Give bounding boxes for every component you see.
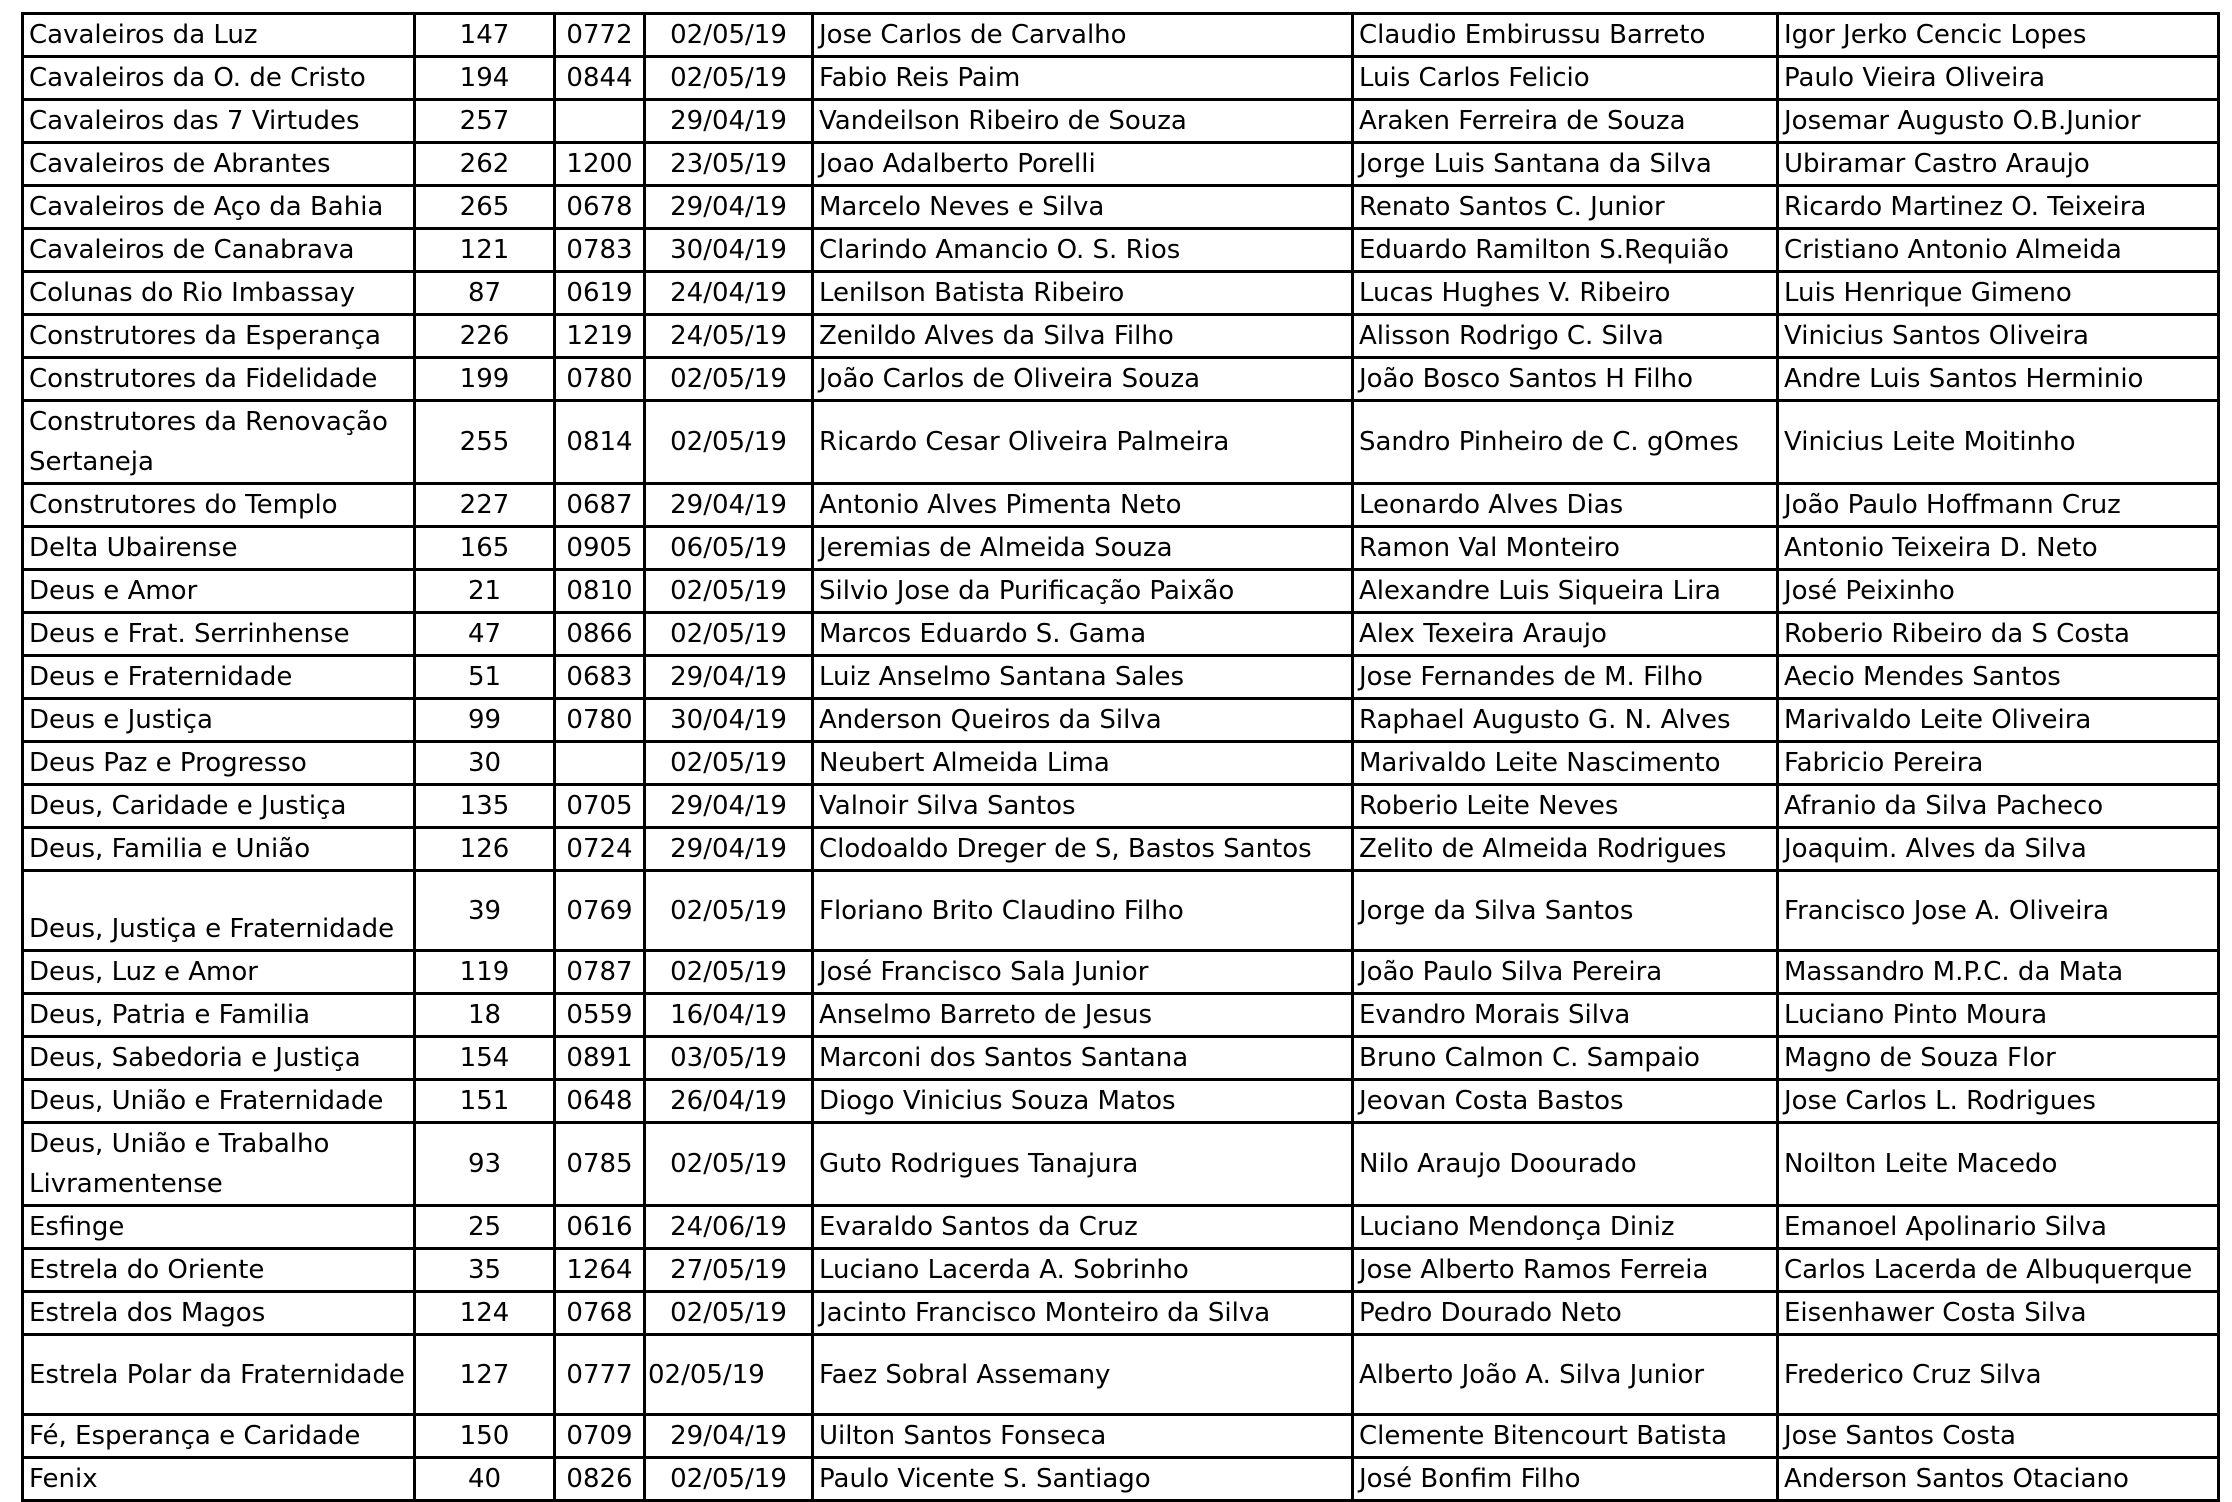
lodge-number-cell: 51 bbox=[415, 656, 555, 699]
lodge-name-cell: Estrela Polar da Fraternidade bbox=[23, 1335, 415, 1415]
table-body bbox=[23, 14, 2219, 1501]
code-cell: 0769 bbox=[555, 871, 645, 951]
code-cell: 0844 bbox=[555, 57, 645, 100]
lodge-name-cell: Deus e Amor bbox=[23, 570, 415, 613]
date-cell: 03/05/19 bbox=[645, 1037, 813, 1080]
lodge-name-cell: Deus, Caridade e Justiça bbox=[23, 785, 415, 828]
lodge-name-cell: Cavaleiros da O. de Cristo bbox=[23, 57, 415, 100]
lodge-number-cell: 135 bbox=[415, 785, 555, 828]
table-row bbox=[23, 143, 2219, 186]
member-2-cell: Zelito de Almeida Rodrigues bbox=[1353, 828, 1778, 871]
member-3-cell: Fabricio Pereira bbox=[1778, 742, 2219, 785]
date-cell: 23/05/19 bbox=[645, 143, 813, 186]
lodge-name-cell: Estrela do Oriente bbox=[23, 1249, 415, 1292]
member-3-cell: Paulo Vieira Oliveira bbox=[1778, 57, 2219, 100]
table-row bbox=[23, 570, 2219, 613]
lodge-number-cell: 194 bbox=[415, 57, 555, 100]
member-3-cell: Eisenhawer Costa Silva bbox=[1778, 1292, 2219, 1335]
member-3-cell: Jose Santos Costa bbox=[1778, 1415, 2219, 1458]
lodge-name-cell: Fenix bbox=[23, 1458, 415, 1501]
member-3-cell: Noilton Leite Macedo bbox=[1778, 1123, 2219, 1206]
code-cell: 1200 bbox=[555, 143, 645, 186]
member-2-cell: Jose Fernandes de M. Filho bbox=[1353, 656, 1778, 699]
lodge-number-cell: 127 bbox=[415, 1335, 555, 1415]
member-1-cell: Luciano Lacerda A. Sobrinho bbox=[813, 1249, 1353, 1292]
lodge-name-cell: Deus e Frat. Serrinhense bbox=[23, 613, 415, 656]
member-2-cell: Jorge da Silva Santos bbox=[1353, 871, 1778, 951]
date-cell: 02/05/19 bbox=[645, 742, 813, 785]
member-1-cell: Valnoir Silva Santos bbox=[813, 785, 1353, 828]
date-cell: 26/04/19 bbox=[645, 1080, 813, 1123]
date-cell: 29/04/19 bbox=[645, 656, 813, 699]
lodge-number-cell: 21 bbox=[415, 570, 555, 613]
lodge-name-cell: Cavaleiros das 7 Virtudes bbox=[23, 100, 415, 143]
code-cell: 0810 bbox=[555, 570, 645, 613]
code-cell: 1219 bbox=[555, 315, 645, 358]
lodge-number-cell: 87 bbox=[415, 272, 555, 315]
member-2-cell: Sandro Pinheiro de C. gOmes bbox=[1353, 401, 1778, 484]
lodge-number-cell: 255 bbox=[415, 401, 555, 484]
member-2-cell: Ramon Val Monteiro bbox=[1353, 527, 1778, 570]
lodge-number-cell: 265 bbox=[415, 186, 555, 229]
member-1-cell: João Carlos de Oliveira Souza bbox=[813, 358, 1353, 401]
member-3-cell: Igor Jerko Cencic Lopes bbox=[1778, 14, 2219, 57]
table-row bbox=[23, 527, 2219, 570]
date-cell: 02/05/19 bbox=[645, 871, 813, 951]
member-1-cell: Evaraldo Santos da Cruz bbox=[813, 1206, 1353, 1249]
lodge-name-cell: Deus, Familia e União bbox=[23, 828, 415, 871]
member-1-cell: Vandeilson Ribeiro de Souza bbox=[813, 100, 1353, 143]
member-1-cell: Silvio Jose da Purificação Paixão bbox=[813, 570, 1353, 613]
table-row bbox=[23, 484, 2219, 527]
date-cell: 02/05/19 bbox=[645, 14, 813, 57]
member-2-cell: Jeovan Costa Bastos bbox=[1353, 1080, 1778, 1123]
lodge-name-cell: Estrela dos Magos bbox=[23, 1292, 415, 1335]
lodge-name-cell: Deus, Luz e Amor bbox=[23, 951, 415, 994]
code-cell: 0772 bbox=[555, 14, 645, 57]
member-3-cell: Magno de Souza Flor bbox=[1778, 1037, 2219, 1080]
table-row bbox=[23, 186, 2219, 229]
code-cell: 0768 bbox=[555, 1292, 645, 1335]
code-cell: 0616 bbox=[555, 1206, 645, 1249]
lodge-name-cell: Cavaleiros de Canabrava bbox=[23, 229, 415, 272]
date-cell: 24/04/19 bbox=[645, 272, 813, 315]
lodge-number-cell: 262 bbox=[415, 143, 555, 186]
member-1-cell: Marcos Eduardo S. Gama bbox=[813, 613, 1353, 656]
code-cell: 0777 bbox=[555, 1335, 645, 1415]
lodge-number-cell: 47 bbox=[415, 613, 555, 656]
member-2-cell: Leonardo Alves Dias bbox=[1353, 484, 1778, 527]
code-cell: 1264 bbox=[555, 1249, 645, 1292]
member-3-cell: Luis Henrique Gimeno bbox=[1778, 272, 2219, 315]
member-2-cell: João Paulo Silva Pereira bbox=[1353, 951, 1778, 994]
member-1-cell: Marcelo Neves e Silva bbox=[813, 186, 1353, 229]
date-cell: 29/04/19 bbox=[645, 484, 813, 527]
code-cell bbox=[555, 100, 645, 143]
code-cell: 0780 bbox=[555, 358, 645, 401]
date-cell: 06/05/19 bbox=[645, 527, 813, 570]
table-row bbox=[23, 742, 2219, 785]
member-3-cell: Emanoel Apolinario Silva bbox=[1778, 1206, 2219, 1249]
member-3-cell: Roberio Ribeiro da S Costa bbox=[1778, 613, 2219, 656]
date-cell: 02/05/19 bbox=[645, 1335, 813, 1415]
lodge-number-cell: 124 bbox=[415, 1292, 555, 1335]
date-cell: 02/05/19 bbox=[645, 1458, 813, 1501]
member-2-cell: Roberio Leite Neves bbox=[1353, 785, 1778, 828]
member-2-cell: Alberto João A. Silva Junior bbox=[1353, 1335, 1778, 1415]
member-1-cell: Joao Adalberto Porelli bbox=[813, 143, 1353, 186]
lodge-name-cell: Deus, Justiça e Fraternidade bbox=[23, 871, 415, 951]
member-1-cell: Luiz Anselmo Santana Sales bbox=[813, 656, 1353, 699]
lodge-number-cell: 257 bbox=[415, 100, 555, 143]
table-row bbox=[23, 57, 2219, 100]
table-row bbox=[23, 785, 2219, 828]
code-cell: 0814 bbox=[555, 401, 645, 484]
table-row bbox=[23, 951, 2219, 994]
lodge-name-cell: Deus, União e Fraternidade bbox=[23, 1080, 415, 1123]
table-row bbox=[23, 994, 2219, 1037]
date-cell: 29/04/19 bbox=[645, 100, 813, 143]
member-2-cell: João Bosco Santos H Filho bbox=[1353, 358, 1778, 401]
date-cell: 30/04/19 bbox=[645, 699, 813, 742]
date-cell: 02/05/19 bbox=[645, 951, 813, 994]
code-cell: 0648 bbox=[555, 1080, 645, 1123]
lodge-name-cell: Cavaleiros de Aço da Bahia bbox=[23, 186, 415, 229]
date-cell: 30/04/19 bbox=[645, 229, 813, 272]
lodge-number-cell: 227 bbox=[415, 484, 555, 527]
table-row bbox=[23, 871, 2219, 951]
member-2-cell: Luciano Mendonça Diniz bbox=[1353, 1206, 1778, 1249]
date-cell: 29/04/19 bbox=[645, 828, 813, 871]
lodge-number-cell: 25 bbox=[415, 1206, 555, 1249]
code-cell: 0683 bbox=[555, 656, 645, 699]
lodge-name-cell: Colunas do Rio Imbassay bbox=[23, 272, 415, 315]
lodge-number-cell: 199 bbox=[415, 358, 555, 401]
table-row bbox=[23, 828, 2219, 871]
table-row bbox=[23, 656, 2219, 699]
date-cell: 24/06/19 bbox=[645, 1206, 813, 1249]
member-2-cell: Marivaldo Leite Nascimento bbox=[1353, 742, 1778, 785]
member-3-cell: Andre Luis Santos Herminio bbox=[1778, 358, 2219, 401]
table-row bbox=[23, 272, 2219, 315]
lodge-number-cell: 226 bbox=[415, 315, 555, 358]
member-1-cell: Jacinto Francisco Monteiro da Silva bbox=[813, 1292, 1353, 1335]
member-1-cell: Lenilson Batista Ribeiro bbox=[813, 272, 1353, 315]
code-cell bbox=[555, 742, 645, 785]
member-1-cell: Clarindo Amancio O. S. Rios bbox=[813, 229, 1353, 272]
lodge-number-cell: 121 bbox=[415, 229, 555, 272]
member-2-cell: Alexandre Luis Siqueira Lira bbox=[1353, 570, 1778, 613]
member-2-cell: Clemente Bitencourt Batista bbox=[1353, 1415, 1778, 1458]
code-cell: 0866 bbox=[555, 613, 645, 656]
member-3-cell: Francisco Jose A. Oliveira bbox=[1778, 871, 2219, 951]
member-1-cell: Ricardo Cesar Oliveira Palmeira bbox=[813, 401, 1353, 484]
member-3-cell: Ricardo Martinez O. Teixeira bbox=[1778, 186, 2219, 229]
table-row bbox=[23, 1292, 2219, 1335]
member-2-cell: Eduardo Ramilton S.Requião bbox=[1353, 229, 1778, 272]
member-3-cell: João Paulo Hoffmann Cruz bbox=[1778, 484, 2219, 527]
table-row bbox=[23, 1080, 2219, 1123]
lodge-name-cell: Construtores da Esperança bbox=[23, 315, 415, 358]
member-1-cell: Floriano Brito Claudino Filho bbox=[813, 871, 1353, 951]
member-2-cell: Jose Alberto Ramos Ferreia bbox=[1353, 1249, 1778, 1292]
code-cell: 0787 bbox=[555, 951, 645, 994]
table-row bbox=[23, 229, 2219, 272]
date-cell: 27/05/19 bbox=[645, 1249, 813, 1292]
table-row bbox=[23, 1123, 2219, 1206]
date-cell: 02/05/19 bbox=[645, 401, 813, 484]
member-1-cell: Fabio Reis Paim bbox=[813, 57, 1353, 100]
table-row bbox=[23, 401, 2219, 484]
lodge-name-cell: Cavaleiros de Abrantes bbox=[23, 143, 415, 186]
member-1-cell: Jose Carlos de Carvalho bbox=[813, 14, 1353, 57]
date-cell: 02/05/19 bbox=[645, 570, 813, 613]
member-3-cell: José Peixinho bbox=[1778, 570, 2219, 613]
lodge-name-cell: Fé, Esperança e Caridade bbox=[23, 1415, 415, 1458]
lodge-name-cell: Deus, Sabedoria e Justiça bbox=[23, 1037, 415, 1080]
code-cell: 0724 bbox=[555, 828, 645, 871]
member-1-cell: Marconi dos Santos Santana bbox=[813, 1037, 1353, 1080]
table-row bbox=[23, 1249, 2219, 1292]
lodge-number-cell: 93 bbox=[415, 1123, 555, 1206]
lodge-name-cell: Deus, União e Trabalho Livramentense bbox=[23, 1123, 415, 1206]
member-2-cell: Jorge Luis Santana da Silva bbox=[1353, 143, 1778, 186]
member-2-cell: Luis Carlos Felicio bbox=[1353, 57, 1778, 100]
date-cell: 16/04/19 bbox=[645, 994, 813, 1037]
member-3-cell: Vinicius Santos Oliveira bbox=[1778, 315, 2219, 358]
member-2-cell: Evandro Morais Silva bbox=[1353, 994, 1778, 1037]
member-1-cell: Anderson Queiros da Silva bbox=[813, 699, 1353, 742]
member-3-cell: Carlos Lacerda de Albuquerque bbox=[1778, 1249, 2219, 1292]
member-1-cell: Clodoaldo Dreger de S, Bastos Santos bbox=[813, 828, 1353, 871]
member-1-cell: Diogo Vinicius Souza Matos bbox=[813, 1080, 1353, 1123]
member-1-cell: Uilton Santos Fonseca bbox=[813, 1415, 1353, 1458]
date-cell: 29/04/19 bbox=[645, 785, 813, 828]
code-cell: 0559 bbox=[555, 994, 645, 1037]
lodge-number-cell: 147 bbox=[415, 14, 555, 57]
lodge-number-cell: 154 bbox=[415, 1037, 555, 1080]
member-3-cell: Frederico Cruz Silva bbox=[1778, 1335, 2219, 1415]
lodge-name-cell: Construtores da Renovação Sertaneja bbox=[23, 401, 415, 484]
lodge-name-cell: Deus Paz e Progresso bbox=[23, 742, 415, 785]
lodge-number-cell: 18 bbox=[415, 994, 555, 1037]
member-2-cell: Nilo Araujo Doourado bbox=[1353, 1123, 1778, 1206]
table-row bbox=[23, 613, 2219, 656]
member-1-cell: Paulo Vicente S. Santiago bbox=[813, 1458, 1353, 1501]
table-row bbox=[23, 1415, 2219, 1458]
member-1-cell: Antonio Alves Pimenta Neto bbox=[813, 484, 1353, 527]
member-3-cell: Marivaldo Leite Oliveira bbox=[1778, 699, 2219, 742]
member-3-cell: Vinicius Leite Moitinho bbox=[1778, 401, 2219, 484]
lodge-number-cell: 39 bbox=[415, 871, 555, 951]
lodge-name-cell: Cavaleiros da Luz bbox=[23, 14, 415, 57]
member-2-cell: Renato Santos C. Junior bbox=[1353, 186, 1778, 229]
member-3-cell: Luciano Pinto Moura bbox=[1778, 994, 2219, 1037]
member-1-cell: Zenildo Alves da Silva Filho bbox=[813, 315, 1353, 358]
lodge-name-cell: Construtores do Templo bbox=[23, 484, 415, 527]
lodge-name-cell: Deus, Patria e Familia bbox=[23, 994, 415, 1037]
member-3-cell: Massandro M.P.C. da Mata bbox=[1778, 951, 2219, 994]
lodge-table bbox=[21, 12, 2220, 1502]
lodge-number-cell: 119 bbox=[415, 951, 555, 994]
member-2-cell: Araken Ferreira de Souza bbox=[1353, 100, 1778, 143]
date-cell: 02/05/19 bbox=[645, 1292, 813, 1335]
member-3-cell: Ubiramar Castro Araujo bbox=[1778, 143, 2219, 186]
table-row bbox=[23, 1037, 2219, 1080]
member-2-cell: Claudio Embirussu Barreto bbox=[1353, 14, 1778, 57]
member-2-cell: Lucas Hughes V. Ribeiro bbox=[1353, 272, 1778, 315]
table-row bbox=[23, 358, 2219, 401]
member-1-cell: Anselmo Barreto de Jesus bbox=[813, 994, 1353, 1037]
lodge-number-cell: 99 bbox=[415, 699, 555, 742]
table-row bbox=[23, 1206, 2219, 1249]
code-cell: 0826 bbox=[555, 1458, 645, 1501]
table-row bbox=[23, 1335, 2219, 1415]
member-2-cell: Pedro Dourado Neto bbox=[1353, 1292, 1778, 1335]
member-3-cell: Jose Carlos L. Rodrigues bbox=[1778, 1080, 2219, 1123]
lodge-number-cell: 150 bbox=[415, 1415, 555, 1458]
date-cell: 29/04/19 bbox=[645, 1415, 813, 1458]
date-cell: 24/05/19 bbox=[645, 315, 813, 358]
code-cell: 0780 bbox=[555, 699, 645, 742]
lodge-number-cell: 40 bbox=[415, 1458, 555, 1501]
table-row bbox=[23, 100, 2219, 143]
member-1-cell: Guto Rodrigues Tanajura bbox=[813, 1123, 1353, 1206]
code-cell: 0905 bbox=[555, 527, 645, 570]
member-1-cell: José Francisco Sala Junior bbox=[813, 951, 1353, 994]
member-3-cell: Anderson Santos Otaciano bbox=[1778, 1458, 2219, 1501]
code-cell: 0709 bbox=[555, 1415, 645, 1458]
lodge-name-cell: Deus e Fraternidade bbox=[23, 656, 415, 699]
lodge-number-cell: 30 bbox=[415, 742, 555, 785]
lodge-number-cell: 165 bbox=[415, 527, 555, 570]
table-row bbox=[23, 699, 2219, 742]
table-row bbox=[23, 1458, 2219, 1501]
code-cell: 0687 bbox=[555, 484, 645, 527]
lodge-number-cell: 126 bbox=[415, 828, 555, 871]
code-cell: 0678 bbox=[555, 186, 645, 229]
table-row bbox=[23, 315, 2219, 358]
lodge-name-cell: Delta Ubairense bbox=[23, 527, 415, 570]
date-cell: 02/05/19 bbox=[645, 1123, 813, 1206]
member-1-cell: Neubert Almeida Lima bbox=[813, 742, 1353, 785]
member-2-cell: Alisson Rodrigo C. Silva bbox=[1353, 315, 1778, 358]
member-3-cell: Antonio Teixeira D. Neto bbox=[1778, 527, 2219, 570]
member-2-cell: Bruno Calmon C. Sampaio bbox=[1353, 1037, 1778, 1080]
member-1-cell: Jeremias de Almeida Souza bbox=[813, 527, 1353, 570]
date-cell: 29/04/19 bbox=[645, 186, 813, 229]
lodge-number-cell: 151 bbox=[415, 1080, 555, 1123]
member-2-cell: José Bonfim Filho bbox=[1353, 1458, 1778, 1501]
code-cell: 0785 bbox=[555, 1123, 645, 1206]
date-cell: 02/05/19 bbox=[645, 613, 813, 656]
member-2-cell: Raphael Augusto G. N. Alves bbox=[1353, 699, 1778, 742]
code-cell: 0705 bbox=[555, 785, 645, 828]
member-3-cell: Joaquim. Alves da Silva bbox=[1778, 828, 2219, 871]
lodge-name-cell: Esfinge bbox=[23, 1206, 415, 1249]
member-3-cell: Cristiano Antonio Almeida bbox=[1778, 229, 2219, 272]
member-3-cell: Josemar Augusto O.B.Junior bbox=[1778, 100, 2219, 143]
lodge-number-cell: 35 bbox=[415, 1249, 555, 1292]
lodge-name-cell: Deus e Justiça bbox=[23, 699, 415, 742]
member-1-cell: Faez Sobral Assemany bbox=[813, 1335, 1353, 1415]
date-cell: 02/05/19 bbox=[645, 57, 813, 100]
member-3-cell: Aecio Mendes Santos bbox=[1778, 656, 2219, 699]
code-cell: 0891 bbox=[555, 1037, 645, 1080]
code-cell: 0619 bbox=[555, 272, 645, 315]
table-row bbox=[23, 14, 2219, 57]
member-3-cell: Afranio da Silva Pacheco bbox=[1778, 785, 2219, 828]
code-cell: 0783 bbox=[555, 229, 645, 272]
date-cell: 02/05/19 bbox=[645, 358, 813, 401]
lodge-name-cell: Construtores da Fidelidade bbox=[23, 358, 415, 401]
member-2-cell: Alex Texeira Araujo bbox=[1353, 613, 1778, 656]
